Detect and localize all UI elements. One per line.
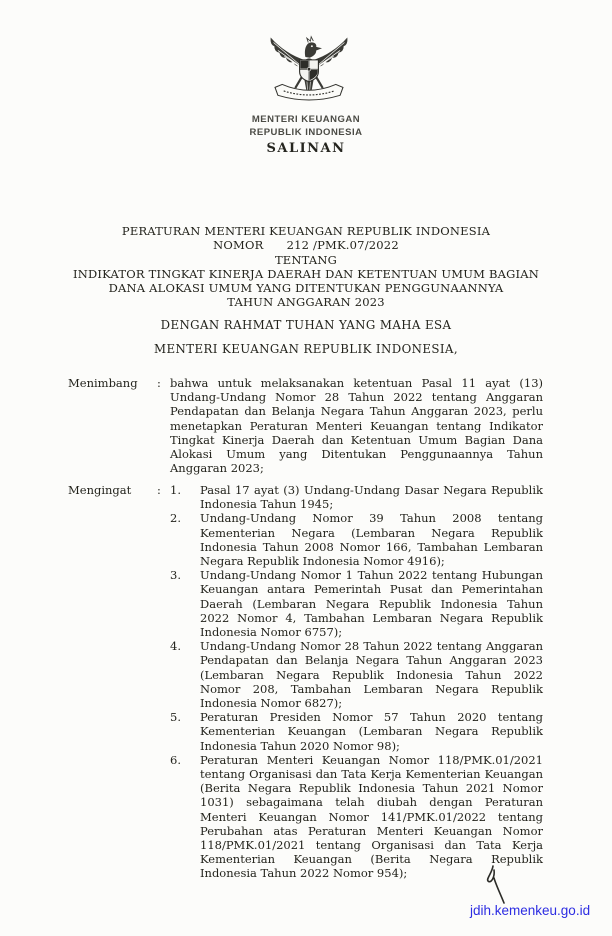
menimbang-section bbox=[68, 376, 543, 475]
mengingat-item bbox=[170, 568, 543, 639]
mengingat-item-number: 5. bbox=[170, 710, 181, 725]
menimbang-colon: : bbox=[157, 376, 161, 390]
mengingat-colon: : bbox=[157, 483, 161, 497]
title-line-3: TENTANG bbox=[274, 252, 338, 267]
mengingat-item-text: Undang-Undang Nomor 1 Tahun 2022 tentang Hubungan Keuangan antara Pemerintah Pusat dan Pemerintahan Daerah (Lembaran Negara Republik Indonesia Tahun 2022 Nomor 4, Tambahan Lembaran Negara Republik Indonesia Nomor 6757); bbox=[200, 568, 543, 640]
mengingat-item bbox=[170, 753, 543, 881]
mengingat-list bbox=[170, 483, 543, 881]
menimbang-text: bahwa untuk melaksanakan ketentuan Pasal 11 ayat (13) Undang-Undang Nomor 28 Tahun 2022 tentang Anggaran Pendapatan dan Belanja Negara Tahun Anggaran 2023, perlu menetapkan Peraturan Menteri Keuangan tentang Indikator Tingkat Kinerja Daerah dan Ketentuan Umum Bagian Dana Alokasi Umum yang Ditentukan Penggunaannya Tahun Anggaran 2023; bbox=[170, 376, 543, 476]
mengingat-item-text: Peraturan Menteri Keuangan Nomor 118/PMK.01/2021 tentang Organisasi dan Tata Kerja Kementerian Keuangan (Berita Negara Republik Indonesia Tahun 2021 Nomor 1031) sebagaimana telah diubah dengan Peraturan Menteri Keuangan Nomor 141/PMK.01/2022 tentang Perubahan atas Peraturan Menteri Keuangan Nomor 118/PMK.01/2021 tentang Organisasi dan Tata Kerja Kementerian Keuangan (Berita Negara Republik Indonesia Tahun 2022 Nomor 954); bbox=[200, 752, 543, 881]
mengingat-item-number: 6. bbox=[170, 752, 181, 767]
mengingat-label: Mengingat bbox=[68, 483, 132, 497]
paraph-squiggle bbox=[482, 864, 510, 908]
jdih-kemenkeu-link[interactable]: jdih.kemenkeu.go.id bbox=[470, 903, 591, 918]
invocation-line-2: MENTERI KEUANGAN REPUBLIK INDONESIA, bbox=[154, 342, 458, 356]
handwritten-paraph-mark bbox=[482, 864, 510, 908]
garuda-emblem-graphic bbox=[262, 27, 356, 113]
invocation-line-1: DENGAN RAHMAT TUHAN YANG MAHA ESA bbox=[160, 318, 452, 332]
menimbang-label: Menimbang bbox=[68, 376, 138, 390]
ministry-line-1: MENTERI KEUANGAN bbox=[251, 114, 361, 125]
mengingat-section bbox=[68, 483, 543, 881]
title-line-4: INDIKATOR TINGKAT KINERJA DAERAH DAN KETENTUAN UMUM BAGIAN bbox=[73, 266, 539, 281]
regulation-title bbox=[30, 224, 582, 310]
ministry-letterhead bbox=[0, 114, 612, 139]
mengingat-item-text: Pasal 17 ayat (3) Undang-Undang Dasar Negara Republik Indonesia Tahun 1945; bbox=[200, 483, 543, 512]
mengingat-item-text: Undang-Undang Nomor 28 Tahun 2022 tentang Anggaran Pendapatan dan Belanja Negara Tahun Anggaran 2023 (Lembaran Negara Republik Indonesia Tahun 2022 Nomor 208, Tambahan Lembaran Negara Republik Indonesia Nomor 6827); bbox=[200, 639, 543, 711]
mengingat-item-number: 3. bbox=[170, 568, 181, 583]
mengingat-item-number: 4. bbox=[170, 639, 181, 654]
salinan-stamp: SALINAN bbox=[266, 141, 346, 156]
mengingat-item bbox=[170, 710, 543, 753]
title-line-1: PERATURAN MENTERI KEUANGAN REPUBLIK INDONESIA bbox=[121, 224, 491, 238]
mengingat-item-text: Peraturan Presiden Nomor 57 Tahun 2020 tentang Kementerian Keuangan (Lembaran Negara Republik Indonesia Tahun 2020 Nomor 98); bbox=[200, 710, 543, 753]
mengingat-item bbox=[170, 483, 543, 511]
mengingat-item-number: 2. bbox=[170, 511, 181, 526]
title-line-6: TAHUN ANGGARAN 2023 bbox=[227, 295, 385, 310]
garuda-pancasila-emblem bbox=[262, 27, 356, 113]
mengingat-item-number: 1. bbox=[170, 483, 181, 497]
title-line-5: DANA ALOKASI UMUM YANG DITENTUKAN PENGGUNAANNYA bbox=[108, 281, 504, 296]
mengingat-item-text: Undang-Undang Nomor 39 Tahun 2008 tentang Kementerian Negara (Lembaran Negara Republik Indonesia Tahun 2008 Nomor 166, Tambahan Lembaran Negara Republik Indonesia Nomor 4916); bbox=[200, 511, 543, 569]
mengingat-item bbox=[170, 511, 543, 568]
mengingat-item bbox=[170, 639, 543, 710]
title-nomor-line: NOMOR 212 /PMK.07/2022 bbox=[213, 238, 399, 253]
ministry-line-2: REPUBLIK INDONESIA bbox=[249, 126, 363, 138]
